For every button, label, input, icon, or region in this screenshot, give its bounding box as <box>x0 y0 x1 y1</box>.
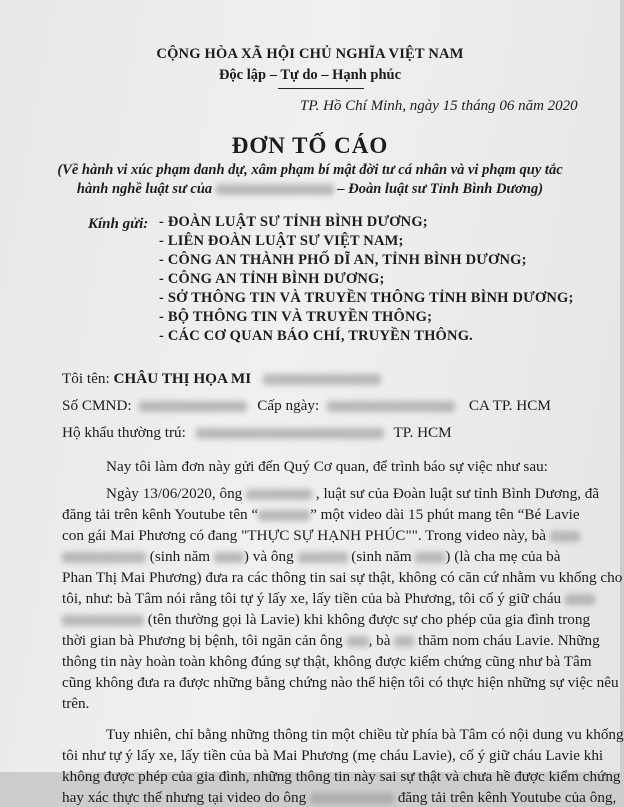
para2-line: không được phép của gia đình, những thông tin này sai sự thật và chưa hề được kiểm chứng <box>62 768 621 785</box>
para1-line: cũng không đưa ra được những bằng chứng nào thể hiện tôi có thực hiện những sự việc nêu <box>62 674 619 691</box>
text-run: (tên thường gọi là Lavie) khi không được sự cho phép của gia đình trong <box>147 611 591 628</box>
text-run: thăm nom cháu Lavie. Những <box>418 632 600 649</box>
para2-line <box>62 789 616 807</box>
name-label: Tôi tên: <box>62 370 110 387</box>
para2-line: Tuy nhiên, chỉ bằng những thông tin một chiều từ phía bà Tâm có nội dung vu khống <box>106 726 624 743</box>
id-label: Số CMND: <box>62 397 132 414</box>
subtitle-line-2-end: – Đoàn luật sư Tỉnh Bình Dương) <box>337 181 544 197</box>
para1-line: thông tin này hoàn toàn không đúng sự thật, không được kiểm chứng cũng như bà Tâm <box>62 653 592 670</box>
text-run: ” một video dài 15 phút mang tên “Bé Lavie <box>310 506 580 523</box>
intro-line: Nay tôi làm đơn này gửi đến Quý Cơ quan, để trình báo sự việc như sau: <box>106 458 548 475</box>
redacted-name <box>550 531 580 542</box>
redacted-channel-name <box>258 510 310 521</box>
issue-place: CA TP. HCM <box>468 397 551 414</box>
redacted-year <box>415 552 445 563</box>
para1-line <box>62 611 590 629</box>
subtitle-line-1: (Về hành vi xúc phạm danh dự, xâm phạm bí mật đời tư cá nhân và vi phạm quy tắc <box>57 162 563 178</box>
para1-line <box>62 527 580 545</box>
para1-line <box>62 590 595 608</box>
name-line <box>62 370 381 388</box>
para1-line <box>62 632 600 650</box>
text-run: đăng tải trên kênh Youtube tên “ <box>62 506 259 523</box>
recipient-item: - CÁC CƠ QUAN BÁO CHÍ, TRUYỀN THÔNG. <box>159 328 474 344</box>
national-title: CỘNG HÒA XÃ HỘI CHỦ NGHĨA VIỆT NAM <box>156 46 464 62</box>
redacted-name <box>62 552 146 563</box>
para1-line <box>62 506 580 524</box>
recipients-label: Kính gửi: <box>88 216 149 232</box>
redacted-issue-date <box>327 401 455 412</box>
redacted-name <box>394 636 414 647</box>
para1-line: trên. <box>62 695 90 712</box>
residence-city: TP. HCM <box>393 424 452 441</box>
motto-underline <box>278 88 364 89</box>
text-run: (sinh năm <box>149 548 211 565</box>
recipient-item: - SỞ THÔNG TIN VÀ TRUYỀN THÔNG TỈNH BÌNH DƯƠNG; <box>159 290 574 306</box>
residence-line <box>62 424 452 442</box>
name-value: CHÂU THỊ HỌA MI <box>113 370 252 387</box>
issue-label: Cấp ngày: <box>257 397 320 414</box>
redacted-name <box>298 552 348 563</box>
para1-line <box>106 485 599 503</box>
text-run: , bà <box>368 632 391 649</box>
national-motto: Độc lập – Tự do – Hạnh phúc <box>218 67 402 83</box>
text-run: Ngày 13/06/2020, ông <box>106 485 243 502</box>
redacted-name <box>246 489 312 500</box>
text-run: con gái Mai Phương có đang "THỰC SỰ HẠNH PHÚC"". Trong video này, bà <box>62 527 546 544</box>
subtitle-line-2 <box>0 181 620 198</box>
redacted-name <box>565 594 595 605</box>
residence-label: Hộ khẩu thường trú: <box>62 424 186 441</box>
text-run: ) và ông <box>243 548 294 565</box>
redacted-lawyer-name <box>216 184 334 195</box>
text-run: hay xác thực thế nhưng tại video do ông <box>62 789 307 806</box>
redacted-birthdate <box>263 374 381 385</box>
redacted-id-number <box>139 401 247 412</box>
para2-line: tôi như tự ý lấy xe, lấy tiền của bà Mai Phương (mẹ cháu Lavie), cố ý giữ cháu Lavie khi <box>62 747 604 764</box>
document-title: ĐƠN TỐ CÁO <box>231 133 389 158</box>
redacted-address <box>196 428 384 439</box>
recipient-item: - ĐOÀN LUẬT SƯ TỈNH BÌNH DƯƠNG; <box>159 214 428 230</box>
redacted-child-name <box>62 615 144 626</box>
recipient-item: - CÔNG AN THÀNH PHỐ DĨ AN, TỈNH BÌNH DƯƠNG; <box>159 252 527 268</box>
date-line: TP. Hồ Chí Minh, ngày 15 tháng 06 năm 2020 <box>300 98 578 114</box>
redacted-name <box>347 636 369 647</box>
text-run: thời gian bà Phương bị bệnh, tôi ngăn cản ông <box>62 632 343 649</box>
redacted-year <box>214 552 244 563</box>
text-run: , luật sư của Đoàn luật sư tỉnh Bình Dương, đã <box>315 485 600 502</box>
text-run: đăng tải trên kênh Youtube của ông, <box>397 789 617 806</box>
text-run: ) (là cha mẹ của bà <box>445 548 561 565</box>
recipient-item: - LIÊN ĐOÀN LUẬT SƯ VIỆT NAM; <box>159 233 404 249</box>
para1-line <box>62 548 561 566</box>
id-line <box>62 397 551 415</box>
recipient-item: - BỘ THÔNG TIN VÀ TRUYỀN THÔNG; <box>159 309 433 325</box>
text-run: tôi, như: bà Tâm nói rằng tôi tự ý lấy xe, lấy tiền của bà Phương, tôi cố ý giữ cháu <box>62 590 562 607</box>
subtitle-line-2-start: hành nghề luật sư của <box>76 181 213 197</box>
redacted-name <box>310 793 394 804</box>
para1-line: Phan Thị Mai Phương) đưa ra các thông tin sai sự thật, không có căn cứ nhằm vu khống cho <box>62 569 623 586</box>
recipient-item: - CÔNG AN TỈNH BÌNH DƯƠNG; <box>159 271 385 287</box>
text-run: (sinh năm <box>351 548 412 565</box>
